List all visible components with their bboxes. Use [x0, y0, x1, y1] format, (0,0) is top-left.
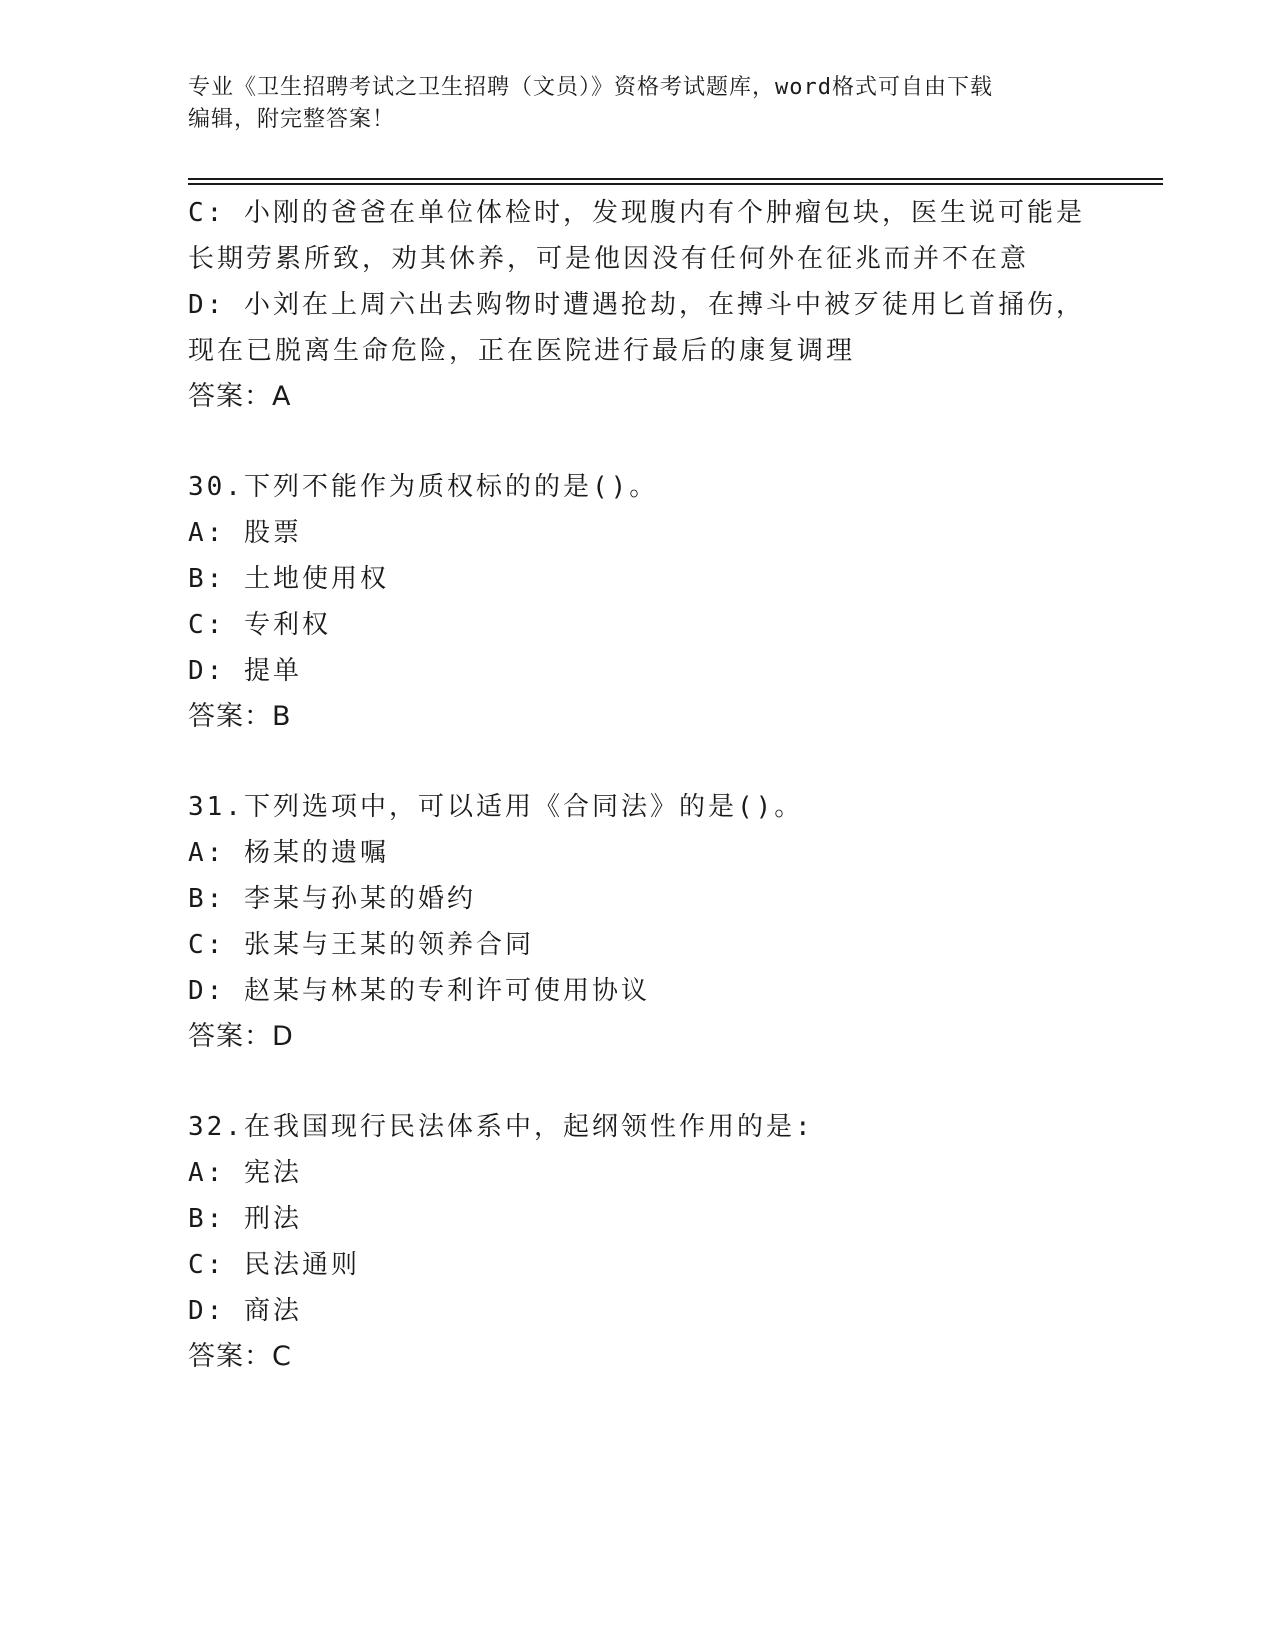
option-b: B: 土地使用权 [188, 564, 389, 594]
answer-line: 答案：A [188, 381, 292, 412]
spacer [188, 740, 1148, 784]
option-d: D: 赵某与林某的专利许可使用协议 [188, 976, 650, 1006]
header-divider-top [188, 178, 1163, 180]
question-content [188, 190, 1148, 1380]
question-block-30 [188, 464, 1148, 740]
option-d: D: 商法 [188, 1296, 302, 1326]
option-c: C: 专利权 [188, 610, 331, 640]
prev-question-block [188, 190, 1148, 420]
question-block-32 [188, 1104, 1148, 1380]
option-a: A: 杨某的遗嘱 [188, 838, 389, 868]
question-stem: 30.下列不能作为质权标的的是()。 [188, 472, 659, 502]
spacer [188, 420, 1148, 464]
option-c: C: 民法通则 [188, 1250, 360, 1280]
option-b: B: 刑法 [188, 1204, 302, 1234]
option-c-line-2: 长期劳累所致，劝其休养，可是他因没有任何外在征兆而并不在意 [188, 244, 1030, 274]
option-a: A: 股票 [188, 518, 302, 548]
answer-line: 答案：C [188, 1341, 292, 1372]
option-d-line-2: 现在已脱离生命危险，正在医院进行最后的康复调理 [188, 336, 856, 366]
header-line-2: 编辑，附完整答案！ [188, 107, 396, 132]
question-stem: 31.下列选项中，可以适用《合同法》的是()。 [188, 792, 804, 822]
header-divider-bottom [188, 183, 1163, 185]
answer-line: 答案：D [188, 1021, 294, 1052]
spacer [188, 1060, 1148, 1104]
option-d: D: 提单 [188, 656, 302, 686]
option-b: B: 李某与孙某的婚约 [188, 884, 476, 914]
option-c: C: 张某与王某的领养合同 [188, 930, 534, 960]
option-a: A: 宪法 [188, 1158, 302, 1188]
option-d-line-1: D: 小刘在上周六出去购物时遭遇抢劫，在搏斗中被歹徒用匕首捅伤， [188, 290, 1085, 320]
answer-line: 答案：B [188, 701, 292, 732]
header-line-1: 专业《卫生招聘考试之卫生招聘（文员）》资格考试题库，word格式可自由下载 [188, 75, 993, 100]
question-stem: 32.在我国现行民法体系中，起纲领性作用的是: [188, 1112, 814, 1142]
document-header [188, 72, 1088, 136]
option-c-line-1: C: 小刚的爸爸在单位体检时，发现腹内有个肿瘤包块，医生说可能是 [188, 198, 1085, 228]
question-block-31 [188, 784, 1148, 1060]
